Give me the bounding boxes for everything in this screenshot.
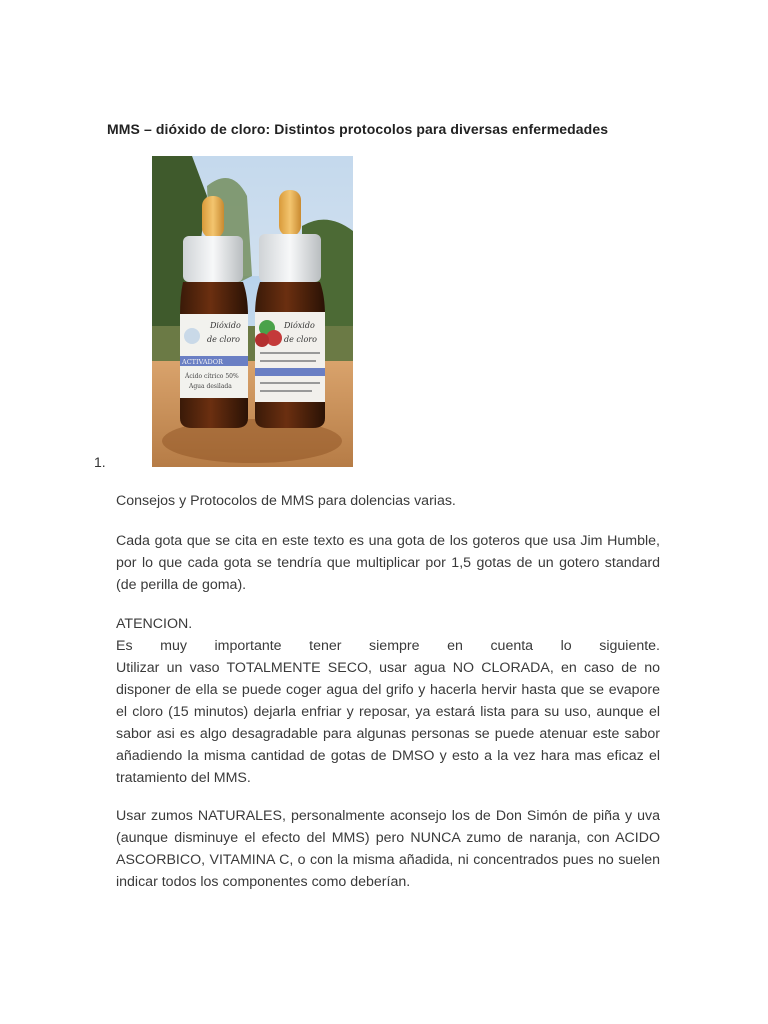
list-number: 1. <box>94 454 106 470</box>
attention-heading: ATENCION. <box>116 616 193 632</box>
left-bottle-label-line1: Dióxido <box>210 321 241 330</box>
paragraph-drop-note: Cada gota que se cita en este texto es una gota de los goteros que usa Jim Humble, por lo que cada gota se tendría que multiplicar por 1,5 gotas de un gotero standard (de perilla de goma). <box>116 533 660 593</box>
document-title: MMS – dióxido de cloro: Distintos protocolos para diversas enfermedades <box>107 121 609 137</box>
attention-body: Utilizar un vaso TOTALMENTE SECO, usar agua NO CLORADA, en caso de no disponer de ella se puede coger agua del grifo y hacerla hervir hasta que se evapore el cloro (15 minutos) dejarla enfriar y reposar, ya estará lista para su uso, aunque el sabor asi es algo desagradable para algunas personas se puede atenuar este sabor añadiendo la misma cantidad de gotas de DMSO y esto a la vez hara mas eficaz el tratamiento del MMS. <box>116 660 660 786</box>
paragraph-attention <box>116 613 660 789</box>
left-bottle-label-line2: de cloro <box>207 335 240 344</box>
paragraph-intro: Consejos y Protocolos de MMS para dolencias varias. <box>116 493 456 509</box>
left-bottle-label-line3: Ácido cítrico 50% <box>185 373 239 380</box>
attention-first-line: Es muy importante tener siempre en cuenta lo siguiente. <box>116 638 660 654</box>
paragraph-juices: Usar zumos NATURALES, personalmente aconsejo los de Don Simón de piña y uva (aunque disminuye el efecto del MMS) pero NUNCA zumo de naranja, con ACIDO ASCORBICO, VITAMINA C, o con la misma añadida, ni concentrados pues no suelen indicar todos los componentes como deberían. <box>116 808 660 890</box>
mms-bottles-photo <box>152 156 353 467</box>
right-bottle-label-line1: Dióxido <box>284 321 315 330</box>
left-bottle-label-line4: Agua desilada <box>189 383 232 390</box>
right-bottle-label-line2: de cloro <box>284 335 317 344</box>
left-bottle-band: ACTIVADOR <box>182 358 223 366</box>
